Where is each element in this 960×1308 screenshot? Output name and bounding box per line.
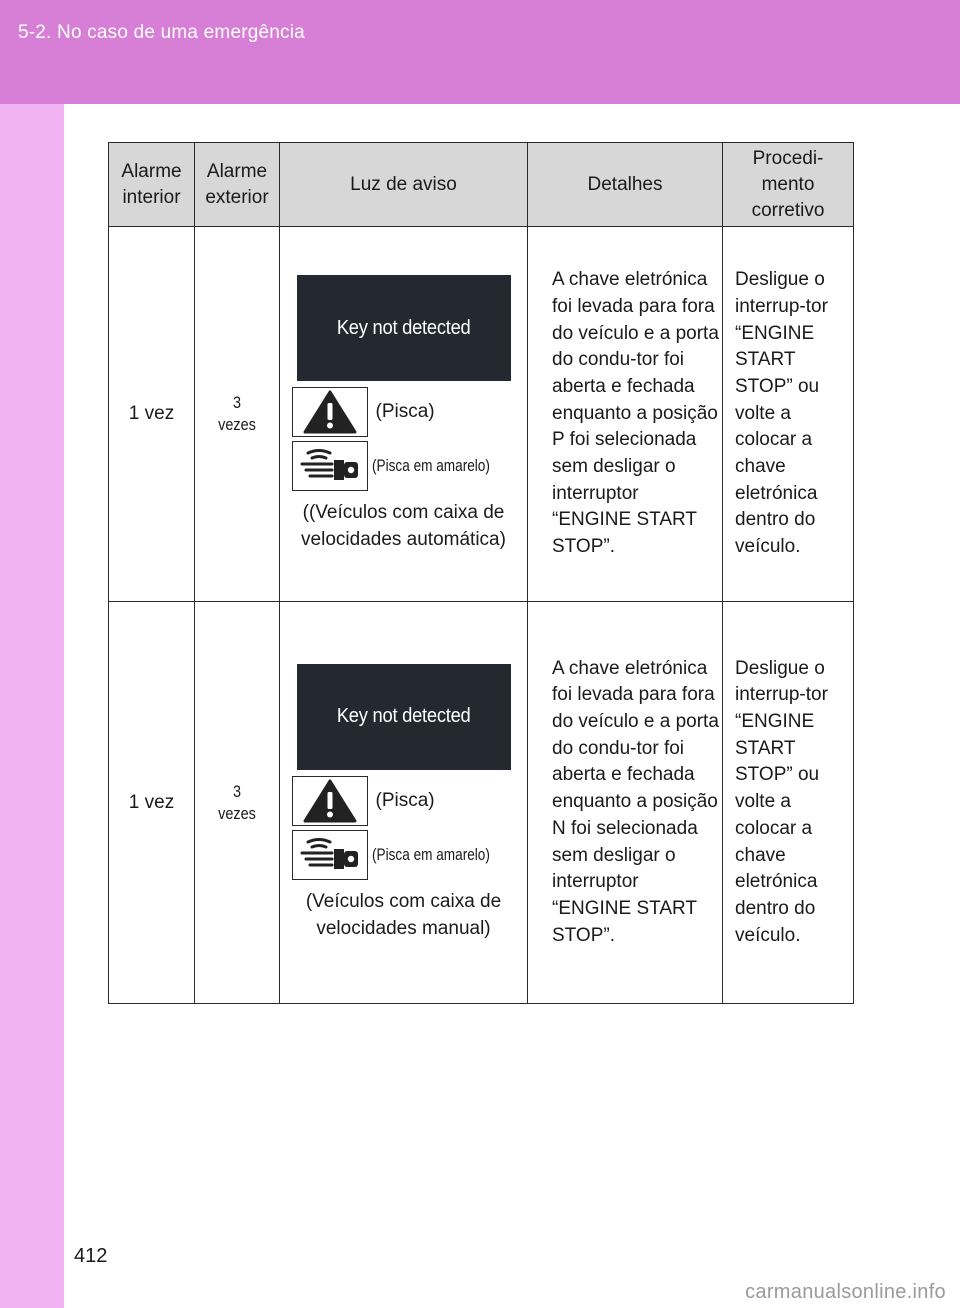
exterior-alarm-cell: 3 vezes	[195, 227, 280, 602]
interior-alarm-cell: 1 vez	[109, 227, 195, 602]
warning-light-cell	[280, 602, 528, 1004]
table-row	[109, 602, 854, 1004]
section-title: 5-2. No caso de uma emergência	[18, 22, 305, 43]
display-message: Key not detected	[297, 275, 511, 381]
warning-icon-label: (Pisca)	[375, 789, 435, 811]
details-cell: A chave eletrónica foi levada para fora do veículo e a porta do condu-tor foi aberta e fechada enquanto a posição N foi selecionada sem desligar o interruptor “ENGINE START STOP”.	[528, 602, 723, 1004]
warning-light-cell	[280, 227, 528, 602]
header-band	[0, 0, 960, 104]
smart-key-system-icon	[292, 830, 368, 880]
header-details: Detalhes	[528, 143, 723, 227]
smart-key-indicator	[292, 441, 516, 491]
smart-key-indicator	[292, 830, 516, 880]
warning-indicator	[292, 387, 516, 437]
warning-triangle-icon	[292, 387, 368, 437]
warning-icon-label: (Pisca)	[375, 401, 435, 422]
vehicle-note: (Veículos com caixa de velocidades manual)	[305, 890, 502, 939]
interior-alarm-cell: 1 vez	[109, 602, 195, 1004]
display-message: Key not detected	[297, 664, 511, 770]
table-header-row	[109, 143, 854, 227]
smart-key-icon-label: (Pisca em amarelo)	[371, 456, 490, 475]
header-corrective-procedure: Procedi-mento corretivo	[723, 143, 854, 227]
corrective-procedure-cell: Desligue o interrup-tor “ENGINE START STOP” ou volte a colocar a chave eletrónica dentro do veículo.	[723, 602, 854, 1004]
exterior-alarm-cell: 3 vezes	[195, 602, 280, 1004]
header-warning-light: Luz de aviso	[280, 143, 528, 227]
corrective-procedure-cell: Desligue o interrup-tor “ENGINE START STOP” ou volte a colocar a chave eletrónica dentro do veículo.	[723, 227, 854, 602]
smart-key-system-icon	[292, 441, 368, 491]
table-row	[109, 227, 854, 602]
smart-key-icon-label: (Pisca em amarelo)	[371, 844, 490, 864]
details-cell: A chave eletrónica foi levada para fora do veículo e a porta do condu-tor foi aberta e fechada enquanto a posição P foi selecionada sem desligar o interruptor “ENGINE START STOP”.	[528, 227, 723, 602]
warning-indicator	[292, 776, 516, 826]
warning-triangle-icon	[292, 776, 368, 826]
header-exterior-alarm: Alarme exterior	[195, 143, 280, 227]
vehicle-note: ((Veículos com caixa de velocidades automática)	[301, 502, 506, 550]
page-number: 412	[74, 1245, 108, 1267]
header-interior-alarm: Alarme interior	[109, 143, 195, 227]
side-band	[0, 104, 64, 1308]
watermark: carmanualsonline.info	[745, 1281, 946, 1303]
alarm-table	[108, 142, 854, 1004]
